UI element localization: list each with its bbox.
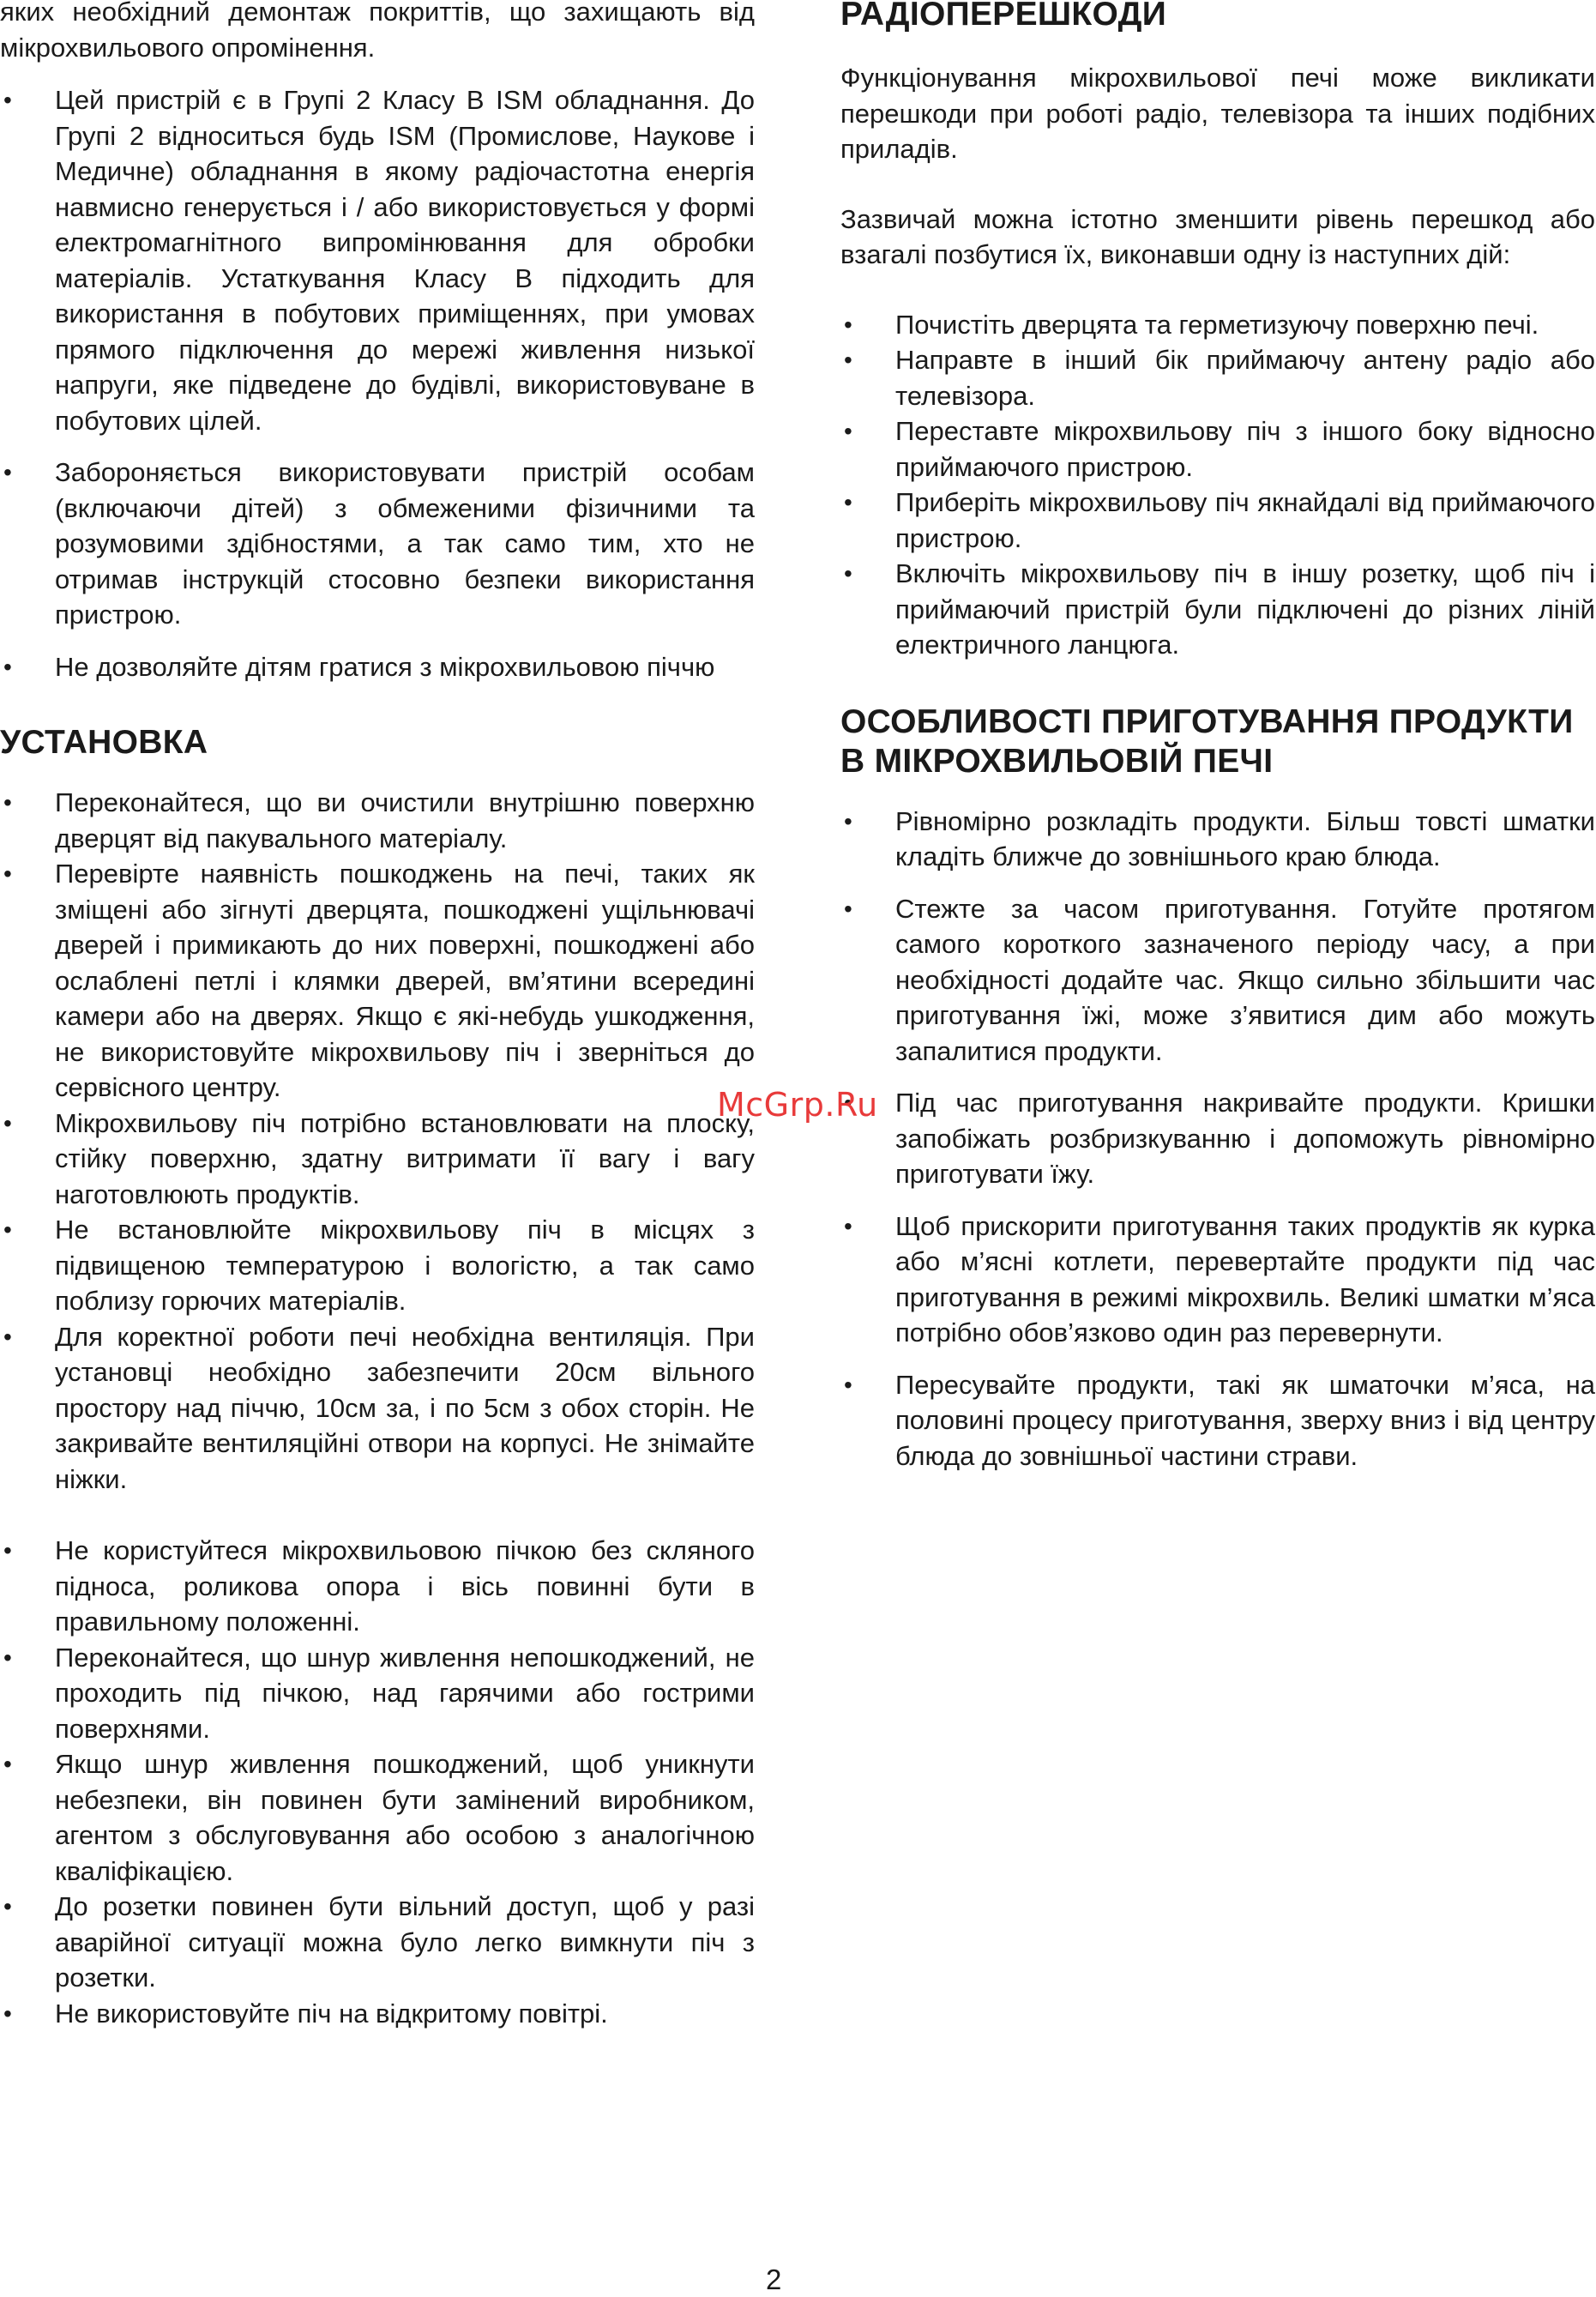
list-item: • Направте в інший бік приймаючу антену радіо або телевізора. xyxy=(840,342,1595,413)
list-item: • До розетки повинен бути вільний доступ, щоб у разі аварійної ситуації можна було легко вимкнути піч з розетки. xyxy=(0,1889,755,1996)
list-item: • Щоб прискорити приготування таких продуктів як курка або м’ясні котлети, перевертайте продукти під час приготування в режимі мікрохвиль. Великі шматки м’яса потрібно обов’язково один раз перевернути. xyxy=(840,1209,1595,1351)
list-item: • Не використовуйте піч на відкритому повітрі. xyxy=(0,1996,755,2032)
list-item: • Для коректної роботи печі необхідна вентиляція. При установці необхідно забезпечити 20см вільного простору над піччю, 10см за, і по 5см з обох сторін. Не закривайте вентиляційні отвори на корпусі. Не знімайте ніжки. xyxy=(0,1319,755,1498)
install-list-b xyxy=(0,1533,755,2031)
cooking-heading: ОСОБЛИВОСТІ ПРИГОТУВАННЯ ПРОДУКТИ В МІКРОХВИЛЬОВІЙ ПЕЧІ xyxy=(840,702,1574,780)
list-item: • Переставте мікрохвильову піч з іншого боку відносно приймаючого пристрою. xyxy=(840,413,1595,485)
install-heading: УСТАНОВКА xyxy=(0,724,208,761)
radio-list xyxy=(840,307,1595,663)
list-item: • Перевірте наявність пошкоджень на печі, таких як зміщені або зігнуті дверцята, пошкоджені ущільнювачі дверей і примикають до них поверхні, пошкоджені або ослаблені петлі і клямки дверей, вм’ятини всередині камери або на дверях. Якщо є які-небудь ушкодження, не використовуйте мікрохвильову піч і зверніться до сервісного центру. xyxy=(0,856,755,1106)
list-item: • Рівномірно розкладіть продукти. Більш товсті шматки кладіть ближче до зовнішнього краю блюда. xyxy=(840,804,1595,875)
radio-paragraph-2: Зазвичай можна істотно зменшити рівень перешкод або взагалі позбутися їх, виконавши одну із наступних дій: xyxy=(840,203,1595,269)
list-item: • Переконайтеся, що ви очистили внутрішню поверхню дверцят від пакувального матеріалу. xyxy=(0,785,755,856)
list-item: • Переконайтеся, що шнур живлення непошкоджений, не проходить під пічкою, над гарячими або гострими поверхнями. xyxy=(0,1640,755,1747)
left-column xyxy=(0,0,755,2031)
list-item: • Цей пристрій є в Групі 2 Класу В ISM обладнання. До Групі 2 відноситься будь ISM (Промислове, Наукове і Медичне) обладнання в якому радіочастотна енергія навмисно генерується і / або використовується у формі електромагнітного випромінювання для обробки матеріалів. Устаткування Класу В підходить для використання в побутових приміщеннях, при умовах прямого підключення до мережі живлення низької напруги, яке підведене до будівлі, використовуване в побутових цілей. xyxy=(0,82,755,438)
radio-paragraph-1: Функціонування мікрохвильової печі може викликати перешкоди при роботі радіо, телевізора та інших подібних приладів. xyxy=(840,63,1595,164)
list-item: • Пересувайте продукти, такі як шматочки м’яса, на половині процесу приготування, зверху вниз і від центру блюда до зовнішньої частини страви. xyxy=(840,1367,1595,1474)
list-item: • Почистіть дверцята та герметизуючу поверхню печі. xyxy=(840,307,1595,343)
page-number: 2 xyxy=(766,2264,782,2295)
cooking-list xyxy=(840,804,1595,1474)
list-item: • Приберіть мікрохвильову піч якнайдалі від приймаючого пристрою. xyxy=(840,485,1595,556)
list-item: • Під час приготування накривайте продукти. Кришки запобіжать розбризкуванню і допоможуть рівномірно приготувати їжу. xyxy=(840,1085,1595,1192)
list-item: • Мікрохвильову піч потрібно встановлювати на плоску, стійку поверхню, здатну витримати її вагу і вагу наготовлюють продуктів. xyxy=(0,1106,755,1213)
list-item: • Включіть мікрохвильову піч в іншу розетку, щоб піч і приймаючий пристрій були підключені до різних ліній електричного ланцюга. xyxy=(840,556,1595,663)
safety-list xyxy=(0,82,755,684)
list-item: • Якщо шнур живлення пошкоджений, щоб уникнути небезпеки, він повинен бути замінений виробником, агентом з обслуговування або особою з аналогічною кваліфікацією. xyxy=(0,1746,755,1889)
list-item: • Не користуйтеся мікрохвильовою пічкою без скляного підноса, роликова опора і вісь повинні бути в правильному положенні. xyxy=(0,1533,755,1640)
watermark: McGrp.Ru xyxy=(717,1086,878,1124)
list-item: • Не дозволяйте дітям гратися з мікрохвильовою піччю xyxy=(0,649,755,685)
list-item: • Стежте за часом приготування. Готуйте протягом самого короткого зазначеного періоду часу, а при необхідності додайте час. Якщо сильно збільшити час приготування їжі, може з’явитися дим або можуть запалитися продукти. xyxy=(840,891,1595,1070)
intro-continuation: яких необхідний демонтаж покриттів, що захищають від мікрохвильового опромінення. xyxy=(0,0,755,63)
install-list-a xyxy=(0,785,755,1497)
list-item: • Забороняється використовувати пристрій особам (включаючи дітей) з обмеженими фізичними та розумовими здібностями, а так само тим, хто не отримав інструкцій стосовно безпеки використання пристрою. xyxy=(0,455,755,633)
right-column xyxy=(840,0,1595,1474)
radio-heading: РАДІОПЕРЕШКОДИ xyxy=(840,0,1167,33)
list-item: • Не встановлюйте мікрохвильову піч в місцях з підвищеною температурою і вологістю, а так само поблизу горючих матеріалів. xyxy=(0,1212,755,1319)
